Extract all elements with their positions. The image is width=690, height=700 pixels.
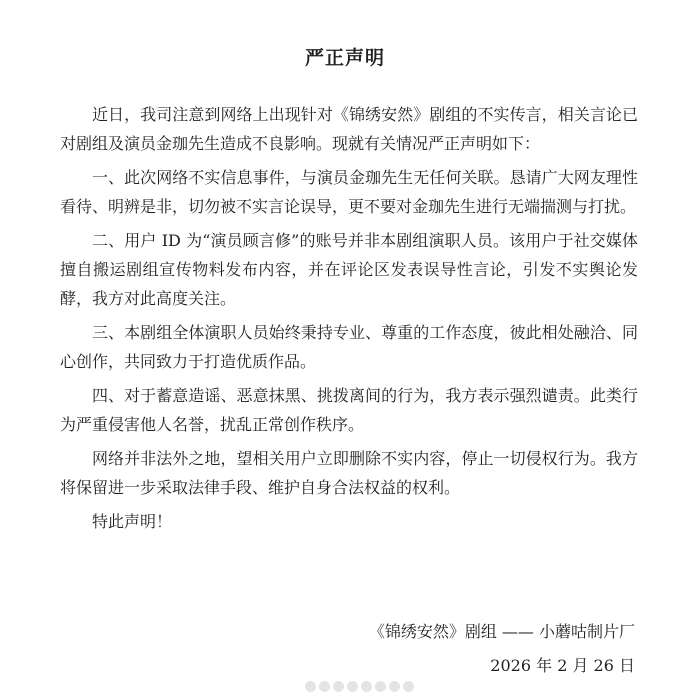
watermark-blob (347, 681, 358, 692)
paragraph-point-4: 四、对于蓄意造谣、恶意抹黑、挑拨离间的行为，我方表示强烈谴责。此类行为严重侵害他人名誉，扰乱正常创作秩序。 (60, 386, 638, 434)
paragraph-closing: 特此声明！ (92, 512, 173, 531)
watermark-blob (319, 681, 330, 692)
date-line: 2026 年 2 月 26 日 (490, 656, 635, 675)
watermark-blob (389, 681, 400, 692)
watermark-blob (361, 681, 372, 692)
watermark-blob (305, 681, 316, 692)
watermark-blob (375, 681, 386, 692)
paragraph-point-3: 三、本剧组全体演职人员始终秉持专业、尊重的工作态度，彼此相处融洽、同心创作，共同致力于打造优质作品。 (60, 323, 638, 371)
paragraph-point-2: 二、用户 ID 为“演员顾言修”的账号并非本剧组演职人员。该用户于社交媒体擅自搬运剧组宣传物料发布内容，并在评论区发表误导性言论，引发不实舆论发酵，我方对此高度关注。 (60, 231, 638, 308)
statement-body (60, 100, 638, 536)
watermark-blob (403, 681, 414, 692)
paragraph-point-1: 一、此次网络不实信息事件，与演员金珈先生无任何关联。恳请广大网友理性看待、明辨是非，切勿被不实言论误导，更不要对金珈先生进行无端揣测与打扰。 (60, 168, 638, 216)
statement-title: 严正声明 (304, 47, 385, 69)
paragraph-warning: 网络并非法外之地，望相关用户立即删除不实内容，停止一切侵权行为。我方将保留进一步采取法律手段、维护自身合法权益的权利。 (60, 449, 638, 497)
watermark-graphic (305, 679, 415, 693)
signature-line: 《锦绣安然》剧组 —— 小蘑咕制片厂 (368, 622, 635, 641)
watermark-blob (333, 681, 344, 692)
paragraph-intro: 近日，我司注意到网络上出现针对《锦绣安然》剧组的不实传言，相关言论已对剧组及演员金珈先生造成不良影响。现就有关情况严正声明如下： (60, 105, 638, 153)
